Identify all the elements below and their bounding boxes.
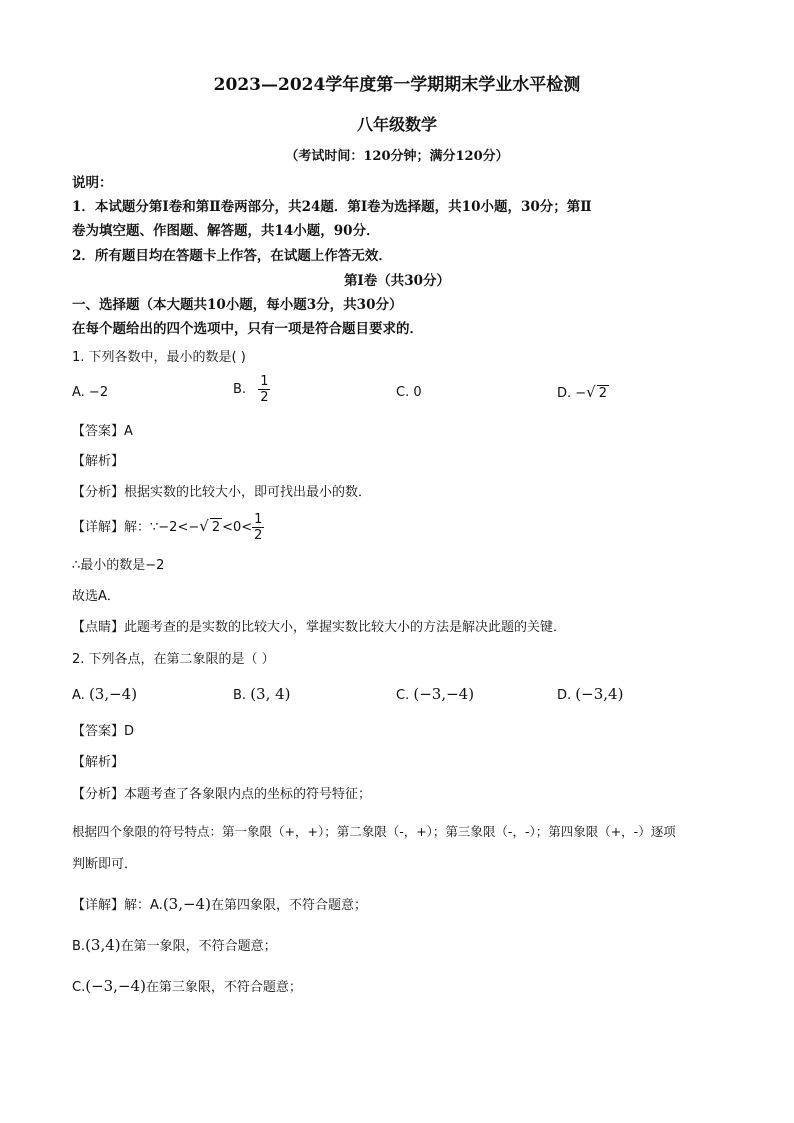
q1-option-b-denominator: 2 [260,390,269,405]
sqrt-sign-icon: √ [586,383,596,401]
q2-rule-line-2: 判断即可． [72,857,138,872]
q1-comment [72,619,566,637]
q1-comment-text: 此题考查的是实数的比较大小，掌握实数比较大小的方法是解决此题的关键． [124,620,567,635]
q1-comment-tag: 【点睛】 [72,620,125,635]
part-1-heading: 第Ⅰ卷（共30分） [343,273,451,289]
q1-therefore: ∴最小的数是−2 [72,558,165,573]
q1-option-b-numerator: 1 [260,374,269,389]
q1-fenxi-tag: 【分析】 [72,485,125,500]
instruction-item-1-line-1: 1．本试题分第Ⅰ卷和第Ⅱ卷两部分，共24题．第Ⅰ卷为选择题，共10小题，30分；第Ⅱ [72,199,592,215]
q2-analysis-tag: 【解析】 [72,755,125,770]
q2-option-d-label: D. [557,688,572,703]
instruction-item-1-line-2: 卷为填空题、作图题、解答题，共14小题，90分． [72,223,380,239]
q1-option-d-radicand: 2 [598,386,608,401]
q2-option-a-label: A. [72,688,85,703]
q2-fenxi-text: 本题考查了各象限内点的坐标的符号特征； [124,787,372,802]
q2-option-c-label: C. [396,688,410,703]
q2-fenxi [72,786,371,804]
instruction-item-2: 2．所有题目均在答题卡上作答，在试题上作答无效． [72,248,392,264]
q2-rule-line-1: 根据四个象限的符号特点：第一象限（+，+）；第二象限（-，+）；第三象限（-，-）；第四象限（+，-）逐项 [72,824,676,839]
q2-option-b-label: B. [233,688,247,703]
q2-detail-a-prefix: 解：A. [124,898,163,913]
q1-detail-fraction [252,512,264,543]
question-1-stem: 1. 下列各数中，最小的数是( ) [72,350,246,365]
q2-option-c [396,685,474,703]
section-title: 一、选择题（本大题共10小题，每小题3分，共30分） [72,297,403,313]
q2-detail-c-text: 在第三象限，不符合题意； [145,980,302,995]
q2-detail-b-text: 在第一象限，不符合题意； [120,939,277,954]
q2-option-c-point: (−3,−4) [413,685,475,703]
q2-option-d-point: (−3,4) [575,685,624,703]
q2-option-b-point: (3, 4) [250,685,291,703]
q1-detail-radicand: 2 [211,520,221,535]
q1-answer-tag: 【答案】 [72,424,125,439]
q2-option-d [557,685,623,703]
q2-detail-a-text: 在第四象限，不符合题意； [210,898,367,913]
q1-detail-numerator: 1 [254,512,263,527]
q1-option-c: C. 0 [396,385,422,400]
q1-fenxi-text: 根据实数的比较大小，即可找出最小的数． [124,485,372,500]
instructions-heading: 说明： [72,175,113,191]
q2-option-a [72,685,137,703]
q2-detail-b-point: (3,4) [85,936,121,954]
q1-option-d-label: D. − [557,386,587,401]
exam-subject: 八年级数学 [356,115,437,134]
q2-fenxi-tag: 【分析】 [72,787,125,802]
q1-option-b [233,374,270,405]
q1-detail-mid: <0< [222,520,253,535]
section-note: 在每个题给出的四个选项中，只有一项是符合题目要求的． [72,321,423,337]
q2-answer [72,723,134,741]
q1-analysis-tag: 【解析】 [72,454,125,469]
q2-detail-c-prefix: C. [72,980,86,995]
q1-option-a: A. −2 [72,385,109,400]
exam-info: （考试时间：120分钟；满分120分） [285,149,509,164]
q2-answer-tag: 【答案】 [72,724,125,739]
q1-detail-tag: 【详解】 [72,520,125,535]
q2-detail-tag: 【详解】 [72,898,125,913]
q1-choose: 故选A． [72,589,120,604]
q1-fenxi [72,484,371,502]
q1-detail-denominator: 2 [254,528,263,543]
q2-option-b [233,685,291,703]
q1-detail [72,512,264,543]
q1-detail-prefix: 解：∵−2<− [124,520,200,535]
q2-detail-c-point: (−3,−4) [85,977,146,995]
q2-detail-a-point: (3,−4) [162,895,211,913]
q1-option-b-fraction [258,374,270,405]
q2-detail-b [72,936,277,956]
q2-detail-b-prefix: B. [72,939,86,954]
q2-answer-value: D [124,724,135,739]
q1-answer-value: A [124,424,133,439]
q1-option-d [557,383,609,401]
sqrt-sign-icon: √ [199,517,209,535]
question-2-stem: 2. 下列各点，在第二象限的是（ ） [72,652,275,667]
q1-answer [72,423,133,441]
q2-detail-a [72,895,367,915]
q1-option-b-label: B. [233,382,247,397]
q2-option-a-point: (3,−4) [88,685,138,703]
exam-title: 2023—2024学年度第一学期期末学业水平检测 [213,75,581,95]
q2-detail-c [72,977,302,997]
